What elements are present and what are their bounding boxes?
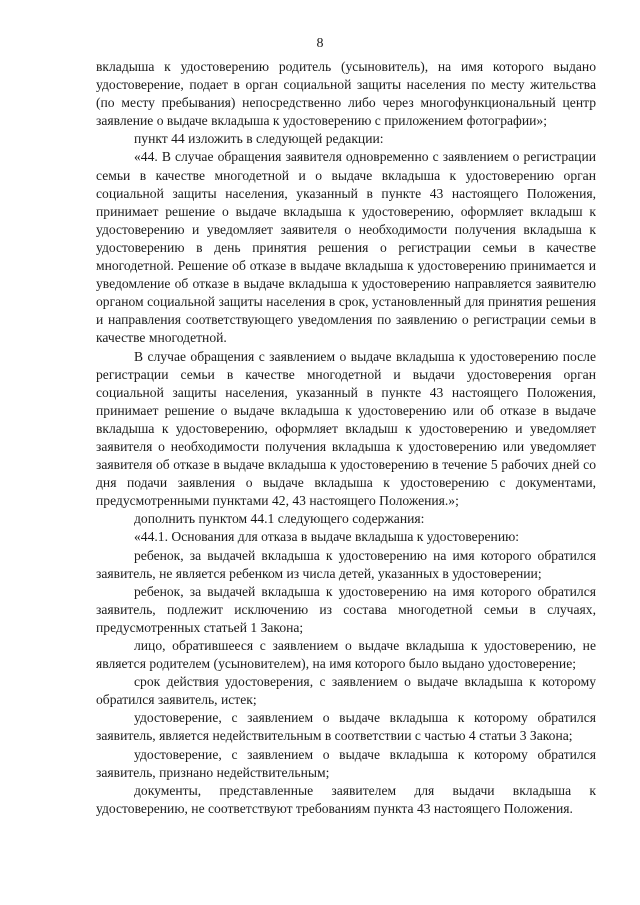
paragraph: ребенок, за выдачей вкладыша к удостоверению на имя которого обратился заявитель, не является ребенком из числа детей, указанных в удостоверении; <box>96 547 596 581</box>
paragraph: «44. В случае обращения заявителя одновременно с заявлением о регистрации семьи в качестве многодетной и о выдаче вкладыша к удостоверению орган социальной защиты населения, указанный в пункте 43 настоящего Положения, принимает решение о выдаче вкладыша к удостоверению, оформляет вкладыш к удостоверению и уведомляет заявителя о необходимости получения вкладыша к удостоверению в день принятия решения о регистрации семьи в качестве многодетной. Решение об отказе в выдаче вкладыша к удостоверению принимается и уведомление об отказе в выдаче вкладыша к удостоверению направляется заявителю органом социальной защиты населения в срок, установленный для принятия решения и направления соответствующего уведомления по заявлению о регистрации семьи в качестве многодетной. <box>96 149 596 346</box>
paragraph: вкладыша к удостоверению родитель (усыновитель), на имя которого выдано удостоверение, подает в орган социальной защиты населения по месту жительства (по месту пребывания) непосредственно либо через многофункциональный центр заявление о выдаче вкладыша к удостоверению с приложением фотографии»; <box>96 59 596 129</box>
paragraph: срок действия удостоверения, с заявлением о выдаче вкладыша к которому обратился заявитель, истек; <box>96 674 596 708</box>
paragraph: удостоверение, с заявлением о выдаче вкладыша к которому обратился заявитель, признано недействительным; <box>96 746 596 780</box>
paragraph: пункт 44 изложить в следующей редакции: <box>134 131 384 147</box>
paragraph: удостоверение, с заявлением о выдаче вкладыша к которому обратился заявитель, является недействительным в соответствии с частью 4 статьи 3 Закона; <box>96 710 596 744</box>
paragraph: дополнить пунктом 44.1 следующего содержания: <box>134 511 425 527</box>
document-body <box>96 58 596 818</box>
paragraph: лицо, обратившееся с заявлением о выдаче вкладыша к удостоверению, не является родителем (усыновителем), на имя которого было выдано удостоверение; <box>96 638 596 672</box>
paragraph: ребенок, за выдачей вкладыша к удостоверению на имя которого обратился заявитель, подлежит исключению из состава многодетной семьи в случаях, предусмотренных статьей 1 Закона; <box>96 583 596 635</box>
paragraph: «44.1. Основания для отказа в выдаче вкладыша к удостоверению: <box>134 529 520 545</box>
page-number: 8 <box>316 36 324 51</box>
paragraph: В случае обращения с заявлением о выдаче вкладыша к удостоверению после регистрации семьи в качестве многодетной и выдачи удостоверения орган социальной защиты населения, указанный в пункте 43 настоящего Положения, принимает решение о выдаче вкладыша к удостоверению или об отказе в выдаче вкладыша к удостоверению, оформляет вкладыш к удостоверению и уведомляет заявителя о необходимости получения вкладыша к удостоверению или уведомляет заявителя об отказе в выдаче вкладыша к удостоверению в течение 5 рабочих дней со дня подачи заявления о выдаче вкладыша к удостоверению с документами, предусмотренными пунктами 42, 43 настоящего Положения.»; <box>96 348 596 509</box>
paragraph: документы, представленные заявителем для выдачи вкладыша к удостоверению, не соответствуют требованиям пункта 43 настоящего Положения. <box>96 782 596 816</box>
